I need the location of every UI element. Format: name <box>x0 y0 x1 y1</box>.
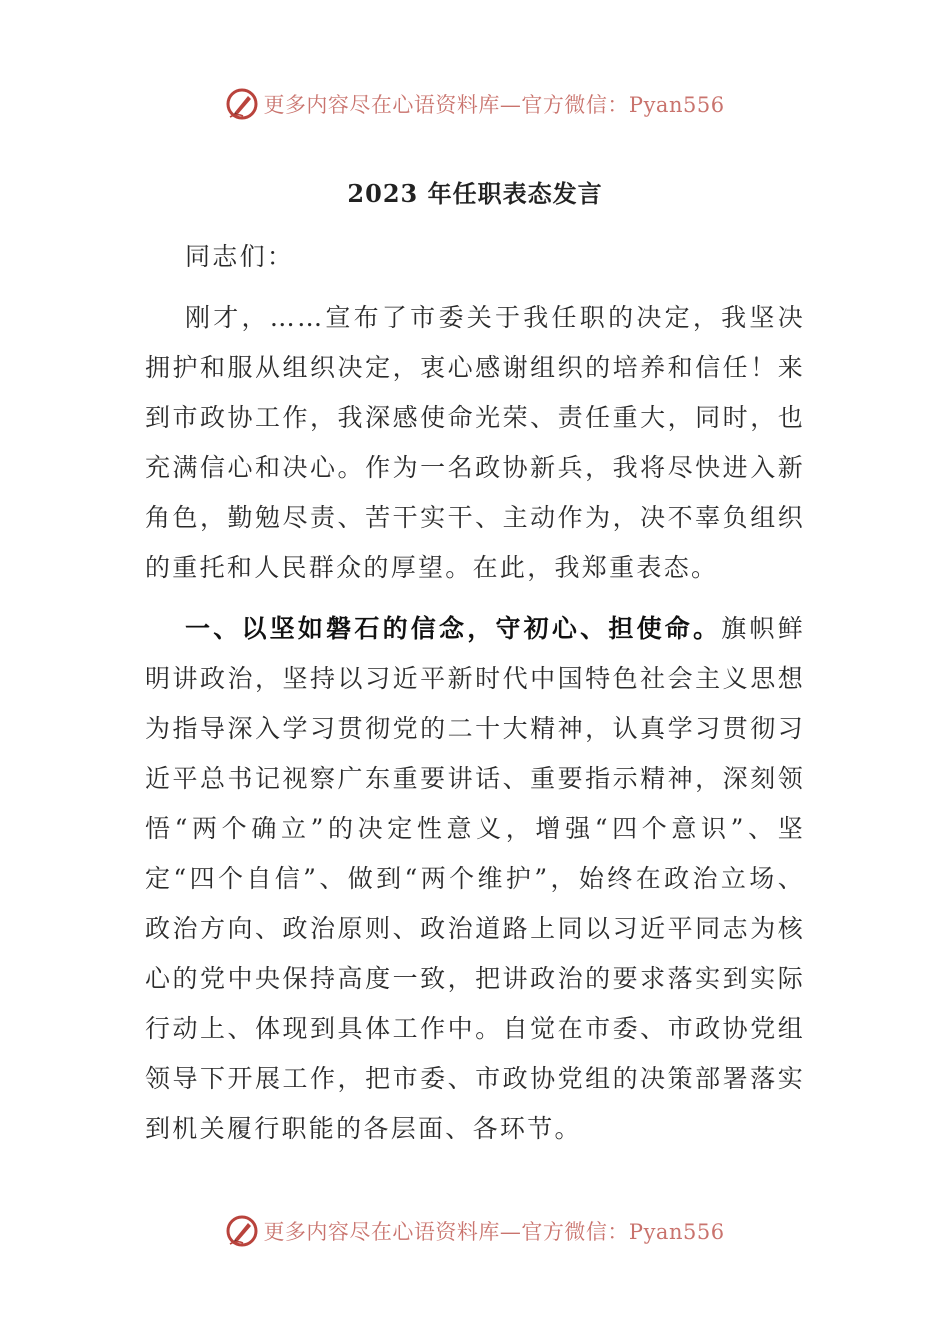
footer-banner <box>0 1211 950 1251</box>
section-one-body: 旗帜鲜明讲政治，坚持以习近平新时代中国特色社会主义思想为指导深入学习贯彻党的二十大精神，认真学习贯彻习近平总书记视察广东重要讲话、重要指示精神，深刻领悟“两个确立”的决定性意义，增强“四个意识”、坚定“四个自信”、做到“两个维护”，始终在政治立场、政治方向、政治原则、政治道路上同以习近平同志为核心的党中央保持高度一致，把讲政治的要求落实到实际行动上、体现到具体工作中。自觉在市委、市政协党组领导下开展工作，把市委、市政协党组的决策部署落实到机关履行职能的各层面、各环节。 <box>145 614 805 1143</box>
banner-text: 更多内容尽在心语资料库—官方微信：Pyan556 <box>263 1220 725 1244</box>
intro-paragraph: 刚才，……宣布了市委关于我任职的决定，我坚决拥护和服从组织决定，衷心感谢组织的培养和信任！来到市政协工作，我深感使命光荣、责任重大，同时，也充满信心和决心。作为一名政协新兵，我将尽快进入新角色，勤勉尽责、苦干实干、主动作为，决不辜负组织的重托和人民群众的厚望。在此，我郑重表态。 <box>145 303 805 582</box>
greeting: 同志们： <box>185 242 295 271</box>
section-one-heading: 一、以坚如磐石的信念，守初心、担使命。 <box>185 614 722 643</box>
pen-logo-icon <box>225 87 259 121</box>
document-title: 2023 年任职表态发言 <box>347 179 603 208</box>
banner-text: 更多内容尽在心语资料库—官方微信：Pyan556 <box>263 93 725 117</box>
pen-logo-icon <box>225 1214 259 1248</box>
header-banner <box>0 84 950 124</box>
section-one-paragraph <box>145 604 805 1154</box>
